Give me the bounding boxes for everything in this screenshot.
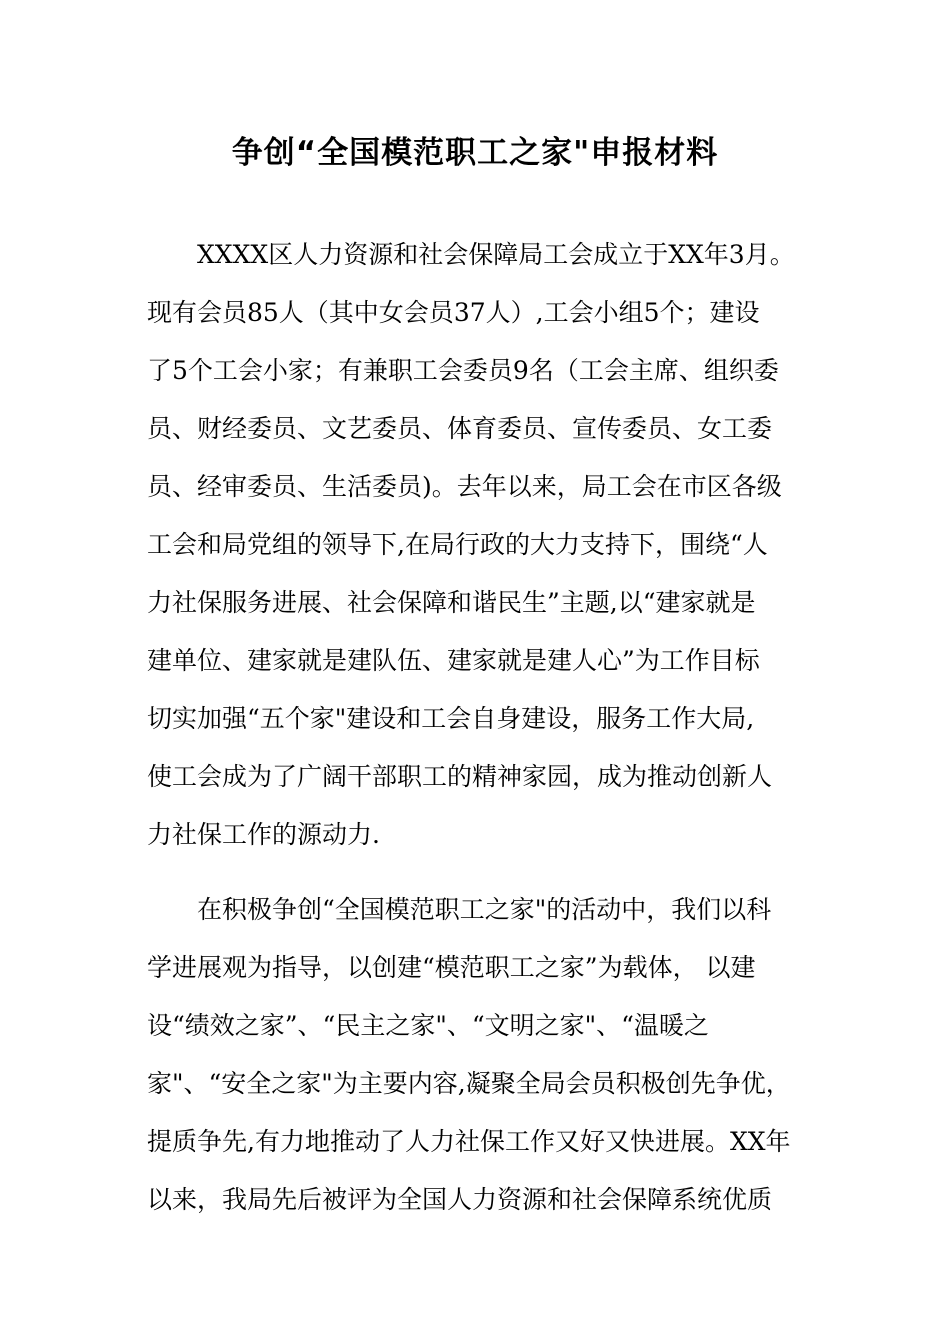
- paragraph-1-line-5: 员、经审委员、生活委员)。去年以来，局工会在市区各级: [147, 472, 782, 501]
- paragraph-1-line-7: 力社保服务进展、社会保障和谐民生”主题,以“建家就是: [147, 588, 756, 617]
- paragraph-1-line-9: 切实加强“五个家"建设和工会自身建设，服务工作大局,: [147, 704, 755, 733]
- paragraph-1-line-2: 现有会员85人（其中女会员37人）,工会小组5个；建设: [147, 298, 760, 327]
- paragraph-1-line-11: 力社保工作的源动力.: [147, 820, 380, 849]
- paragraph-2-line-3: 设“绩效之家”、“民主之家"、“文明之家"、“温暖之: [147, 1011, 709, 1040]
- paragraph-1-line-6: 工会和局党组的领导下,在局行政的大力支持下，围绕“人: [147, 530, 768, 559]
- paragraph-1-line-1: XXXX区人力资源和社会保障局工会成立于XX年3月。: [197, 240, 795, 269]
- paragraph-1-line-10: 使工会成为了广阔干部职工的精神家园，成为推动创新人: [147, 762, 773, 791]
- paragraph-1-line-4: 员、财经委员、文艺委员、体育委员、宣传委员、女工委: [147, 414, 773, 443]
- paragraph-2-line-4: 家"、“安全之家"为主要内容,凝聚全局会员积极创先争优，: [147, 1069, 791, 1098]
- paragraph-2-line-1: 在积极争创“全国模范职工之家"的活动中，我们以科: [197, 895, 772, 924]
- paragraph-1-line-3: 了5个工会小家；有兼职工会委员9名（工会主席、组织委: [147, 356, 779, 385]
- paragraph-1-line-8: 建单位、建家就是建队伍、建家就是建人心”为工作目标: [147, 646, 760, 675]
- paragraph-2-line-2: 学进展观为指导，以创建“模范职工之家”为载体， 以建: [147, 953, 756, 982]
- paragraph-2-line-6: 以来，我局先后被评为全国人力资源和社会保障系统优质: [147, 1185, 773, 1214]
- paragraph-2-line-5: 提质争先,有力地推动了人力社保工作又好又快进展。XX年: [147, 1127, 791, 1156]
- document-title: 争创“全国模范职工之家"申报材料: [231, 135, 719, 171]
